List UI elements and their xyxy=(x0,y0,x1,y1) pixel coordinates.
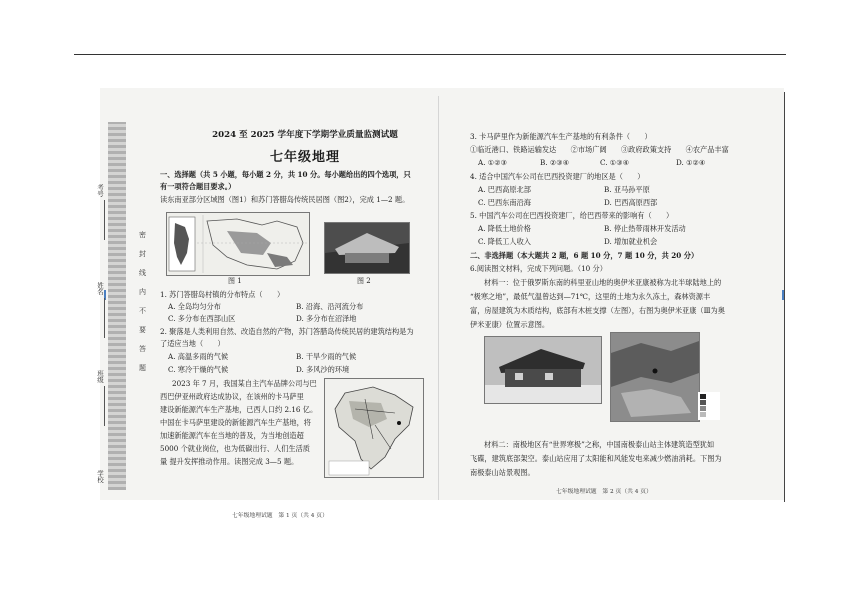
q1-option-c: C. 多分布在西部山区 xyxy=(168,314,236,323)
q3-option-d: D. ①②④ xyxy=(676,158,706,167)
fig1-caption: 图 1 xyxy=(228,277,242,285)
southeast-asia-map xyxy=(167,213,309,275)
q1-option-d: D. 多分布在沼泽地 xyxy=(296,314,357,323)
q1-option-b: B. 沿海、沿河流分布 xyxy=(296,302,364,311)
seal-char: 线 xyxy=(139,269,146,277)
passage-line: 加速新能源汽车在当地的普及，为当地创造超 xyxy=(160,431,304,440)
brazil-map xyxy=(324,378,424,478)
material1-line: “极寒之地”，最低气温曾达到—71℃，这里的土地为永久冻土，森林资源丰 xyxy=(470,292,711,301)
seal-char: 内 xyxy=(139,288,146,296)
q2-option-b: B. 干旱少雨的气候 xyxy=(296,352,357,361)
fig1-map xyxy=(166,212,310,276)
binding-blank xyxy=(104,200,105,240)
seal-char: 题 xyxy=(139,364,146,372)
page1-footer: 七年级地理试题 第 1 页（共 4 页） xyxy=(232,513,328,519)
section1-title-cont: 有一项符合题目要求。） xyxy=(160,182,236,191)
question-1: 1. 苏门答腊岛村镇的分布特点（ ） xyxy=(160,290,285,299)
question-2-cont: 了适应当地（ ） xyxy=(160,339,225,348)
elevation-legend xyxy=(698,392,720,420)
material2-line: 南极泰山站景观图。 xyxy=(470,468,535,477)
fig2-photo xyxy=(324,222,410,274)
question-3: 3. 卡马萨里作为新能源汽车生产基地的有利条件（ ） xyxy=(470,132,652,141)
top-rule xyxy=(74,54,786,55)
fig-intro: 读东南亚部分区域图（图1）和苏门答腊岛传统民居图（图2），完成 1—2 题。 xyxy=(160,195,410,204)
question-4: 4. 适合中国汽车公司在巴西投资建厂的地区是（ ） xyxy=(470,172,645,181)
section2-title: 二、非选择题（本大题共 2 题，6 题 10 分，7 题 10 分，共 20 分） xyxy=(470,251,699,260)
question-5: 5. 中国汽车公司在巴西投资建厂，给巴西带来的影响有（ ） xyxy=(470,211,674,220)
oymyakon-house-photo xyxy=(484,336,602,404)
map-legend xyxy=(698,392,720,420)
q3-option-c: C. ①③④ xyxy=(600,158,630,167)
seal-char: 封 xyxy=(139,250,146,258)
section1-title: 一、选择题（共 5 小题，每小题 2 分，共 10 分。每小题给出的四个选项，只 xyxy=(160,170,411,179)
wooden-house xyxy=(485,337,601,403)
binding-strip xyxy=(108,122,126,490)
material2-line: 飞碟，建筑底部架空。泰山站应用了太阳能和风能发电来减少燃油消耗。下图为 xyxy=(470,454,722,463)
material1-line: 富，房屋建筑为木质结构，底部有木桩支撑（左图），右图为奥伊米亚康（Ⅲ为奥 xyxy=(470,306,725,315)
q5-option-b: B. 停止热带雨林开发活动 xyxy=(604,224,686,233)
seal-char: 密 xyxy=(139,231,146,239)
fig2-caption: 图 2 xyxy=(357,277,371,285)
traditional-house-photo xyxy=(325,223,409,273)
passage-line: 量 提升发挥推动作用。读图完成 3—5 题。 xyxy=(160,457,299,466)
passage-line: 2023 年 7 月，我国某自主汽车品牌公司与巴 xyxy=(172,379,317,388)
q4-option-a: A. 巴西高原北部 xyxy=(478,185,531,194)
passage-line: 5000 个就业岗位，也为低碳出行、人们生活质 xyxy=(160,444,310,453)
q3-items: ①临近港口、铁路运输发达 ②市场广阔 ③政府政策支持 ④农产品丰富 xyxy=(470,145,729,154)
binding-blank xyxy=(104,386,105,426)
q2-option-d: D. 多风沙的环境 xyxy=(296,365,350,374)
scan-edge-line xyxy=(784,92,785,502)
material2-line: 材料二：南极地区有“世界寒极”之称，中国南极泰山站主体建筑造型犹如 xyxy=(484,440,715,449)
q2-option-a: A. 高温多雨的气候 xyxy=(168,352,229,361)
q1-option-a: A. 全岛均匀分布 xyxy=(168,302,221,311)
q3-option-a: A. ①②③ xyxy=(478,158,508,167)
exam-title: 2024 至 2025 学年度下学期学业质量监测试题 xyxy=(212,130,398,140)
q4-option-d: D. 巴西高原西部 xyxy=(604,198,658,207)
seal-char: 不 xyxy=(139,307,146,315)
binding-label-kaohao: 考号 xyxy=(96,184,104,197)
material1-line: 伊米亚康）位置示意图。 xyxy=(470,320,550,329)
scan-mark-right xyxy=(782,290,784,300)
passage-line: 中国在卡马萨里建设的新能源汽车生产基地，将 xyxy=(160,418,311,427)
q2-option-c: C. 寒冷干燥的气候 xyxy=(168,365,229,374)
q5-option-a: A. 降低土地价格 xyxy=(478,224,531,233)
question-2: 2. 聚落是人类利用自然、改造自然的产物，苏门答腊岛传统民居的建筑结构是为 xyxy=(160,327,414,336)
binding-blank xyxy=(104,298,105,338)
passage-line: 西巴伊亚州政府达成协议，在该州的卡马萨里 xyxy=(160,392,304,401)
page2-footer: 七年级地理试题 第 2 页（共 4 页） xyxy=(556,489,652,495)
q5-option-d: D. 增加就业机会 xyxy=(604,237,658,246)
material1-line: 材料一：位于俄罗斯东南的科里亚山地的奥伊米亚康被称为北半球陆地上的 xyxy=(484,278,722,287)
passage-line: 建设新能源汽车生产基地，已西人口约 2.16 亿。 xyxy=(160,405,318,414)
brazil-outline xyxy=(325,379,423,477)
location-map-terrain xyxy=(611,333,699,421)
page-divider xyxy=(438,96,439,500)
seal-char: 答 xyxy=(139,345,146,353)
binding-label-class: 班级 xyxy=(96,370,104,383)
exam-subject: 七年级地理 xyxy=(269,150,340,165)
binding-label-school: 学校 xyxy=(96,470,104,483)
binding-label-name: 姓名 xyxy=(96,282,104,295)
q4-option-b: B. 亚马孙平原 xyxy=(604,185,650,194)
q4-option-c: C. 巴西东南沿海 xyxy=(478,198,531,207)
q5-option-c: C. 降低工人收入 xyxy=(478,237,531,246)
q3-option-b: B. ②③④ xyxy=(540,158,570,167)
seal-line-text xyxy=(139,230,146,373)
oymyakon-location-map xyxy=(610,332,700,422)
seal-char: 要 xyxy=(139,326,146,334)
question-6: 6.阅读图文材料，完成下列问题。（10 分） xyxy=(470,264,607,273)
